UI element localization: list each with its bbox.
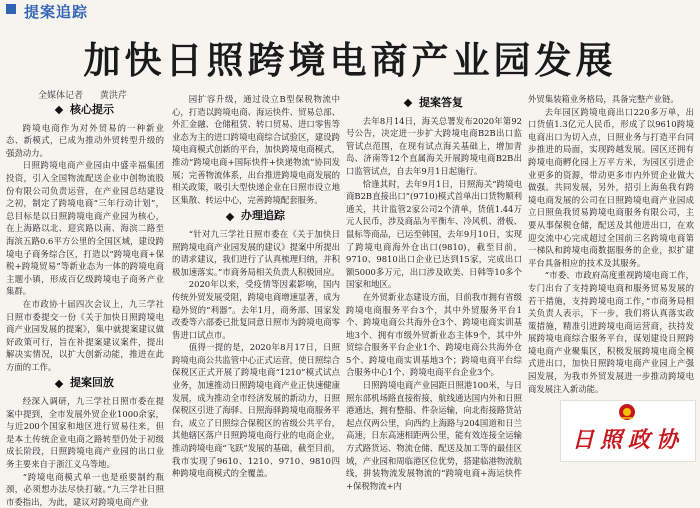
paragraph: 2020年以来，受疫情等因素影响，国内传统外贸发展受阻，跨境电商增速显著，成为稳外贸的“利器”。去年1月，商务部、国家发改委等六部委已批复同意日照市为跨境电商零售进口试点市。 (172, 279, 340, 340)
section-heading-answer: 提案答复 (346, 97, 522, 110)
cppcc-seal (560, 400, 696, 462)
paragraph: “跨境电商模式单一也是亟要制约瓶颈，必须想办法尽快打破。”九三学社日照市委指出，为此，建议对跨境电商产业 (6, 471, 164, 507)
column-2 (172, 93, 340, 479)
diamond-icon (55, 106, 63, 114)
headline: 加快日照跨境电商产业园发展 (83, 39, 617, 82)
square-bullet-icon (6, 4, 16, 14)
section-tag: 提案追踪 (24, 3, 89, 21)
paragraph: 在市政协十届四次会议上，九三学社日照市委提交一份《关于加快日照跨境电商产业园发展的提案》，集中就提案建议做好政策可行，旨在补提案建议案件，提出解决实情况，以扩大创新动能，推进在此方面的工作。 (6, 298, 164, 372)
paragraph: 在外贸新业态建设方面，目前我市拥有省级跨境电商服务平台3个，其中外贸服务平台1个、跨境电商公共海外仓3个、跨境电商实训基地3个、拥有市级外贸新业态主体9个，其中外贸综合服务平台企业1个、跨境电商公共海外仓5个、跨境电商实训基地3个；跨境电商平台综合服务中心1个、跨境电商平台企业3个。 (346, 291, 522, 378)
top-tag-bar (0, 0, 700, 20)
paragraph: “市委、市政府高度重视跨境电商工作，专门出台了支持跨境电商和服务贸易发展的若干措施，支持跨境电商工作，”市商务局相关负责人表示，下一步，我们将认真落实政策措施，精准引进跨境电商运营商，扶持发展跨境电商综合服务平台，谋划建设日照跨境电商产业聚集区，积极发展跨境电商全模式进出口，加快日照跨境电商产业园上产强园发展，为我市外贸发展进一步推动跨境电商发展注入新动能。 (528, 270, 694, 394)
paragraph: 跨境电商作为对外贸易的一种新业态、新模式，已成为推动外贸转型升级的强劲动力。 (6, 122, 164, 158)
paragraph: 值得一提的是，2020年8月17日，日照跨境电商公共监管中心正式运营，使日照综合保税区正式开展了跨境电商“1210”模式试点业务，加速推动日照跨境电商产业正快速健康发展，成为推动全市经济发展的新动力，日照保税区引进了海驿、日照海驿跨境电商服务平台，成立了日照综合保税区的省级公共平台，其他辖区落户日照跨境电商行业的电商企业，推动跨境电商“飞跃”发展的基础，截至目前，我市实现了9610、1210、9710、9810四种跨境电商模式的全覆盖。 (172, 342, 340, 479)
byline-role: 全媒体记者 (38, 91, 84, 101)
section-heading-point: 核心提示 (6, 104, 164, 117)
paragraph: 去年8月14日，海关总署发布2020年第92号公告，决定进一步扩大跨境电商B2B出口监管试点范围，在现有试点海关基础上，增加青岛、济南等12个直属海关开展跨境电商B2B出口监管试点，自去年9月1日起施行。 (346, 115, 522, 176)
paragraph: 日照跨境电商产业园由中盛幸福集团投资，引入全国物流配送企业中创物流股份有限公司负责运营，在产业园总结建设之初，制定了跨境电商“三年行动计划”，总目标是以日照跨境电商产业园为核心，在上海路以北、迎宾路以南、海滨二路至海滨五路0.6平方公里的全国区域，建设跨境电子商务综合区，打造以“跨境电商+保税+跨境贸易”等新业态为一体的跨境电商主题小镇，形成百亿级跨境电子商务产业集群。 (6, 160, 164, 297)
paragraph: 去年园区跨境电商出口220多万单，出口货值1.3亿元人民币，形成了以9610跨境电商出口为切入点，日照业务与打造平台同步推进的局面，实现跨越发展。园区还拥有跨境电商孵化园上万平方米，为园区引进企业更多的资源，带动更多市内外贸企业做大做强。共同发展，另外，招引上海鱼我有跨境电商发展的公司在日照跨境电商产业园成立日照鱼我贸易跨境电商服务有限公司，主要从事保税仓储，配送及其他进出口，在欢迎交流中心完成超过全国前三名跨境电商第一梯队和跨境电商数据服务的企业，拟扩建平台具备相应的技术及其服务。 (528, 106, 694, 268)
column-1 (6, 100, 164, 507)
diamond-icon (55, 380, 63, 388)
paragraph: 恰逢其时，去年9月1日，日照海关“跨境电商B2B直接出口”(9710)模式首单出口货物顺利通关，共计监管2家公司2个清单，货值1.44万元人民币，涉及商品为平衡车、冷风机、滑板、鼠标等商品，已运至韩国，去年9月10日，实现了跨境电商海外仓出口(9810)，截至目前，9710、9810出口企业已达到15家，完成出口额5000多万元，出口涉及欧美、日韩等10多个国家和地区。 (346, 178, 522, 290)
column-3 (346, 93, 522, 491)
diamond-icon (404, 99, 412, 107)
byline-name: 黄洪芹 (99, 91, 127, 101)
paragraph: 日照跨境电商产业园距日照港100米，与日照东部机场路直接衔接，航线通达国内外和日照港通达，拥有整船、件杂运输，向北衔接路货站起点仅两公里，向西约上海路与204国道和日兰高速，日东高速相距两公里，能有效连接全运输方式路货运、物流仓储、配送及加工等的最佳区域，产业园和周临港区位优势，搭建临港物流航线，拼装物流发展物流的“跨境电商+海运快件+保税物流+内 (346, 380, 522, 491)
column-4 (528, 93, 694, 393)
emblem-icon (617, 403, 637, 421)
paragraph: 经深入调研，九三学社日照市委在提案中提到，全市发展外贸企业1000余家，与近200个国家和地区进行贸易往来，但是本土传统企业电商之路转型仍处于初级成长阶段，日照跨境电商产业园的出口业务主要来自于浙江义乌等地。 (6, 396, 164, 470)
section-heading-process: 办理追踪 (172, 210, 340, 223)
paragraph: 外贸集装箱业务格局，具备完整产业链。 (528, 94, 679, 104)
seal-text: 日照政协 (571, 428, 684, 453)
section-heading-review: 提案回放 (6, 377, 164, 390)
paragraph: “针对九三学社日照市委在《关于加快日照跨境电商产业园发展的建议》提案中所提出的请求建议，我们进行了认真梳理归纳，并积极加速落实。”市商务局相关负责人积极回应。 (172, 228, 340, 277)
paragraph: 园扩容升级，通过设立B型保税物流中心，打造以跨境电商、海运快件、贸易总部、外汇金融、仓储租赁、转口贸易、进口零售等业态为主的进口跨境电商综合试验区，建设跨境电商模式创新的平台，加快跨境电商模式，推动“跨境电商+国际快件+快递物流”协同发展；完善物流体系，出台推进跨境电商发展的相关政策，吸引大型快递企业在日照市设立地区集散、转运中心，完善跨境配套服务。 (172, 94, 340, 205)
diamond-icon (226, 212, 234, 220)
